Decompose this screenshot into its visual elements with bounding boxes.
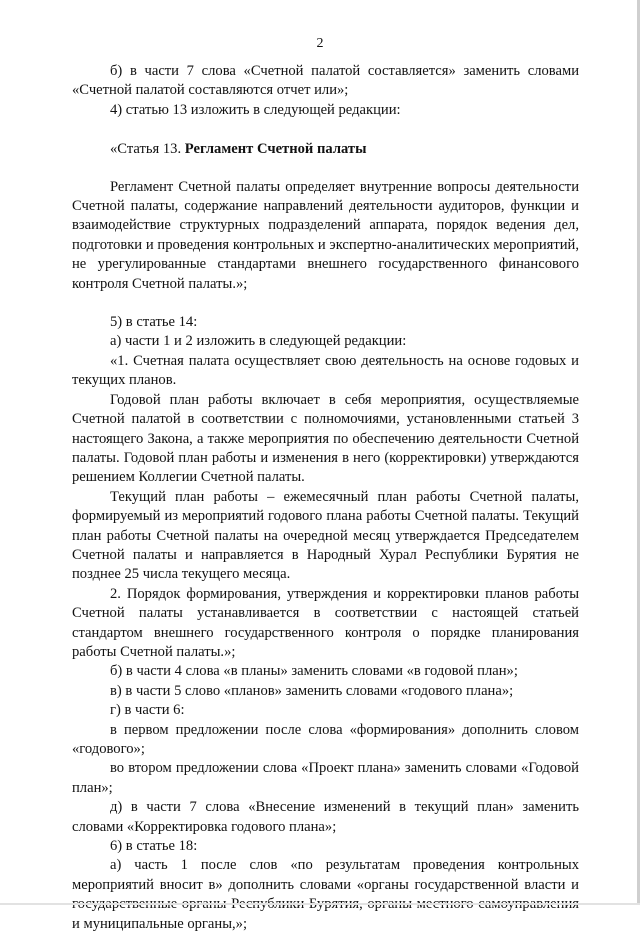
paragraph-article-13-intro: 4) статью 13 изложить в следующей редакции:: [110, 101, 401, 118]
document-body: [72, 62, 579, 934]
paragraph-part-2: 2. Порядок формирования, утверждения и корректировки планов работы Счетной палаты устанавливается в соответствии с настоящей статьей стандартом внешнего государственного контроля о порядке планирования работы Счетной палаты.»;: [72, 585, 579, 660]
paragraph-14g: г) в части 6:: [110, 702, 185, 719]
paragraph-14b: б) в части 4 слова «в планы» заменить словами «в годовой план»;: [110, 663, 518, 680]
paragraph-regulation-text: Регламент Счетной палаты определяет внутренние вопросы деятельности Счетной палаты, содержание направлений деятельности аудиторов, функции и взаимодействие структурных подразделений аппарата, порядок ведения дел, подготовки и проведения контрольных и экспертно-аналитических мероприятий, не урегулированные стандартами внешнего государственного финансового контроля Счетной палаты.»;: [72, 178, 579, 292]
article-13-number: «Статья 13.: [110, 141, 185, 158]
paragraph-14a: а) части 1 и 2 изложить в следующей редакции:: [110, 333, 407, 350]
paragraph-14g-second: во втором предложении слова «Проект плана» заменить словами «Годовой план»;: [72, 760, 579, 796]
article-13-title: Регламент Счетной палаты: [184, 141, 367, 158]
paragraph-14v: в) в части 5 слово «планов» заменить словами «годового плана»;: [110, 682, 514, 699]
paragraph-article-18-intro: 6) в статье 18:: [110, 838, 198, 855]
paragraph-article-14-intro: 5) в статье 14:: [110, 314, 198, 331]
paragraph-18a: а) часть 1 после слов «по результатам проведения контрольных мероприятий вносит в» дополнить словами «органы государственной власти и и муниципальные органы,»;: [72, 857, 579, 932]
page-number: 2: [316, 36, 324, 51]
paragraph-14d: д) в части 7 слова «Внесение изменений в текущий план» заменить словами «Корректировка годового плана»;: [72, 799, 579, 835]
paragraph-14g-first: в первом предложении после слова «формирования» дополнить словом «годового»;: [72, 721, 579, 757]
paragraph-annual-plan: Годовой план работы включает в себя мероприятия, осуществляемые Счетной палатой в соответствии с полномочиями, установленными статьей 3 настоящего Закона, а также мероприятия по обеспечению деятельности Счетной палаты. Годовой план работы и изменения в него (корректировки) утверждаются решением Коллегии Счетной палаты.: [72, 391, 579, 486]
article-13-heading: [72, 140, 579, 159]
paragraph-part-1: «1. Счетная палата осуществляет свою деятельность на основе годовых и текущих планов.: [72, 352, 579, 389]
paragraph-amend-7b: б) в части 7 слова «Счетной палатой составляется» заменить словами «Счетной палатой составляются отчет или»;: [72, 63, 579, 99]
paragraph-current-plan: Текущий план работы – ежемесячный план работы Счетной палаты, формируемый из мероприятий годового плана работы Счетной палаты. Текущий план работы Счетной палаты на очередной месяц утверждается Председателем Счетной палаты и направляется в Народный Хурал Республики Бурятия не позднее 25 числа текущего месяца.: [72, 488, 579, 583]
